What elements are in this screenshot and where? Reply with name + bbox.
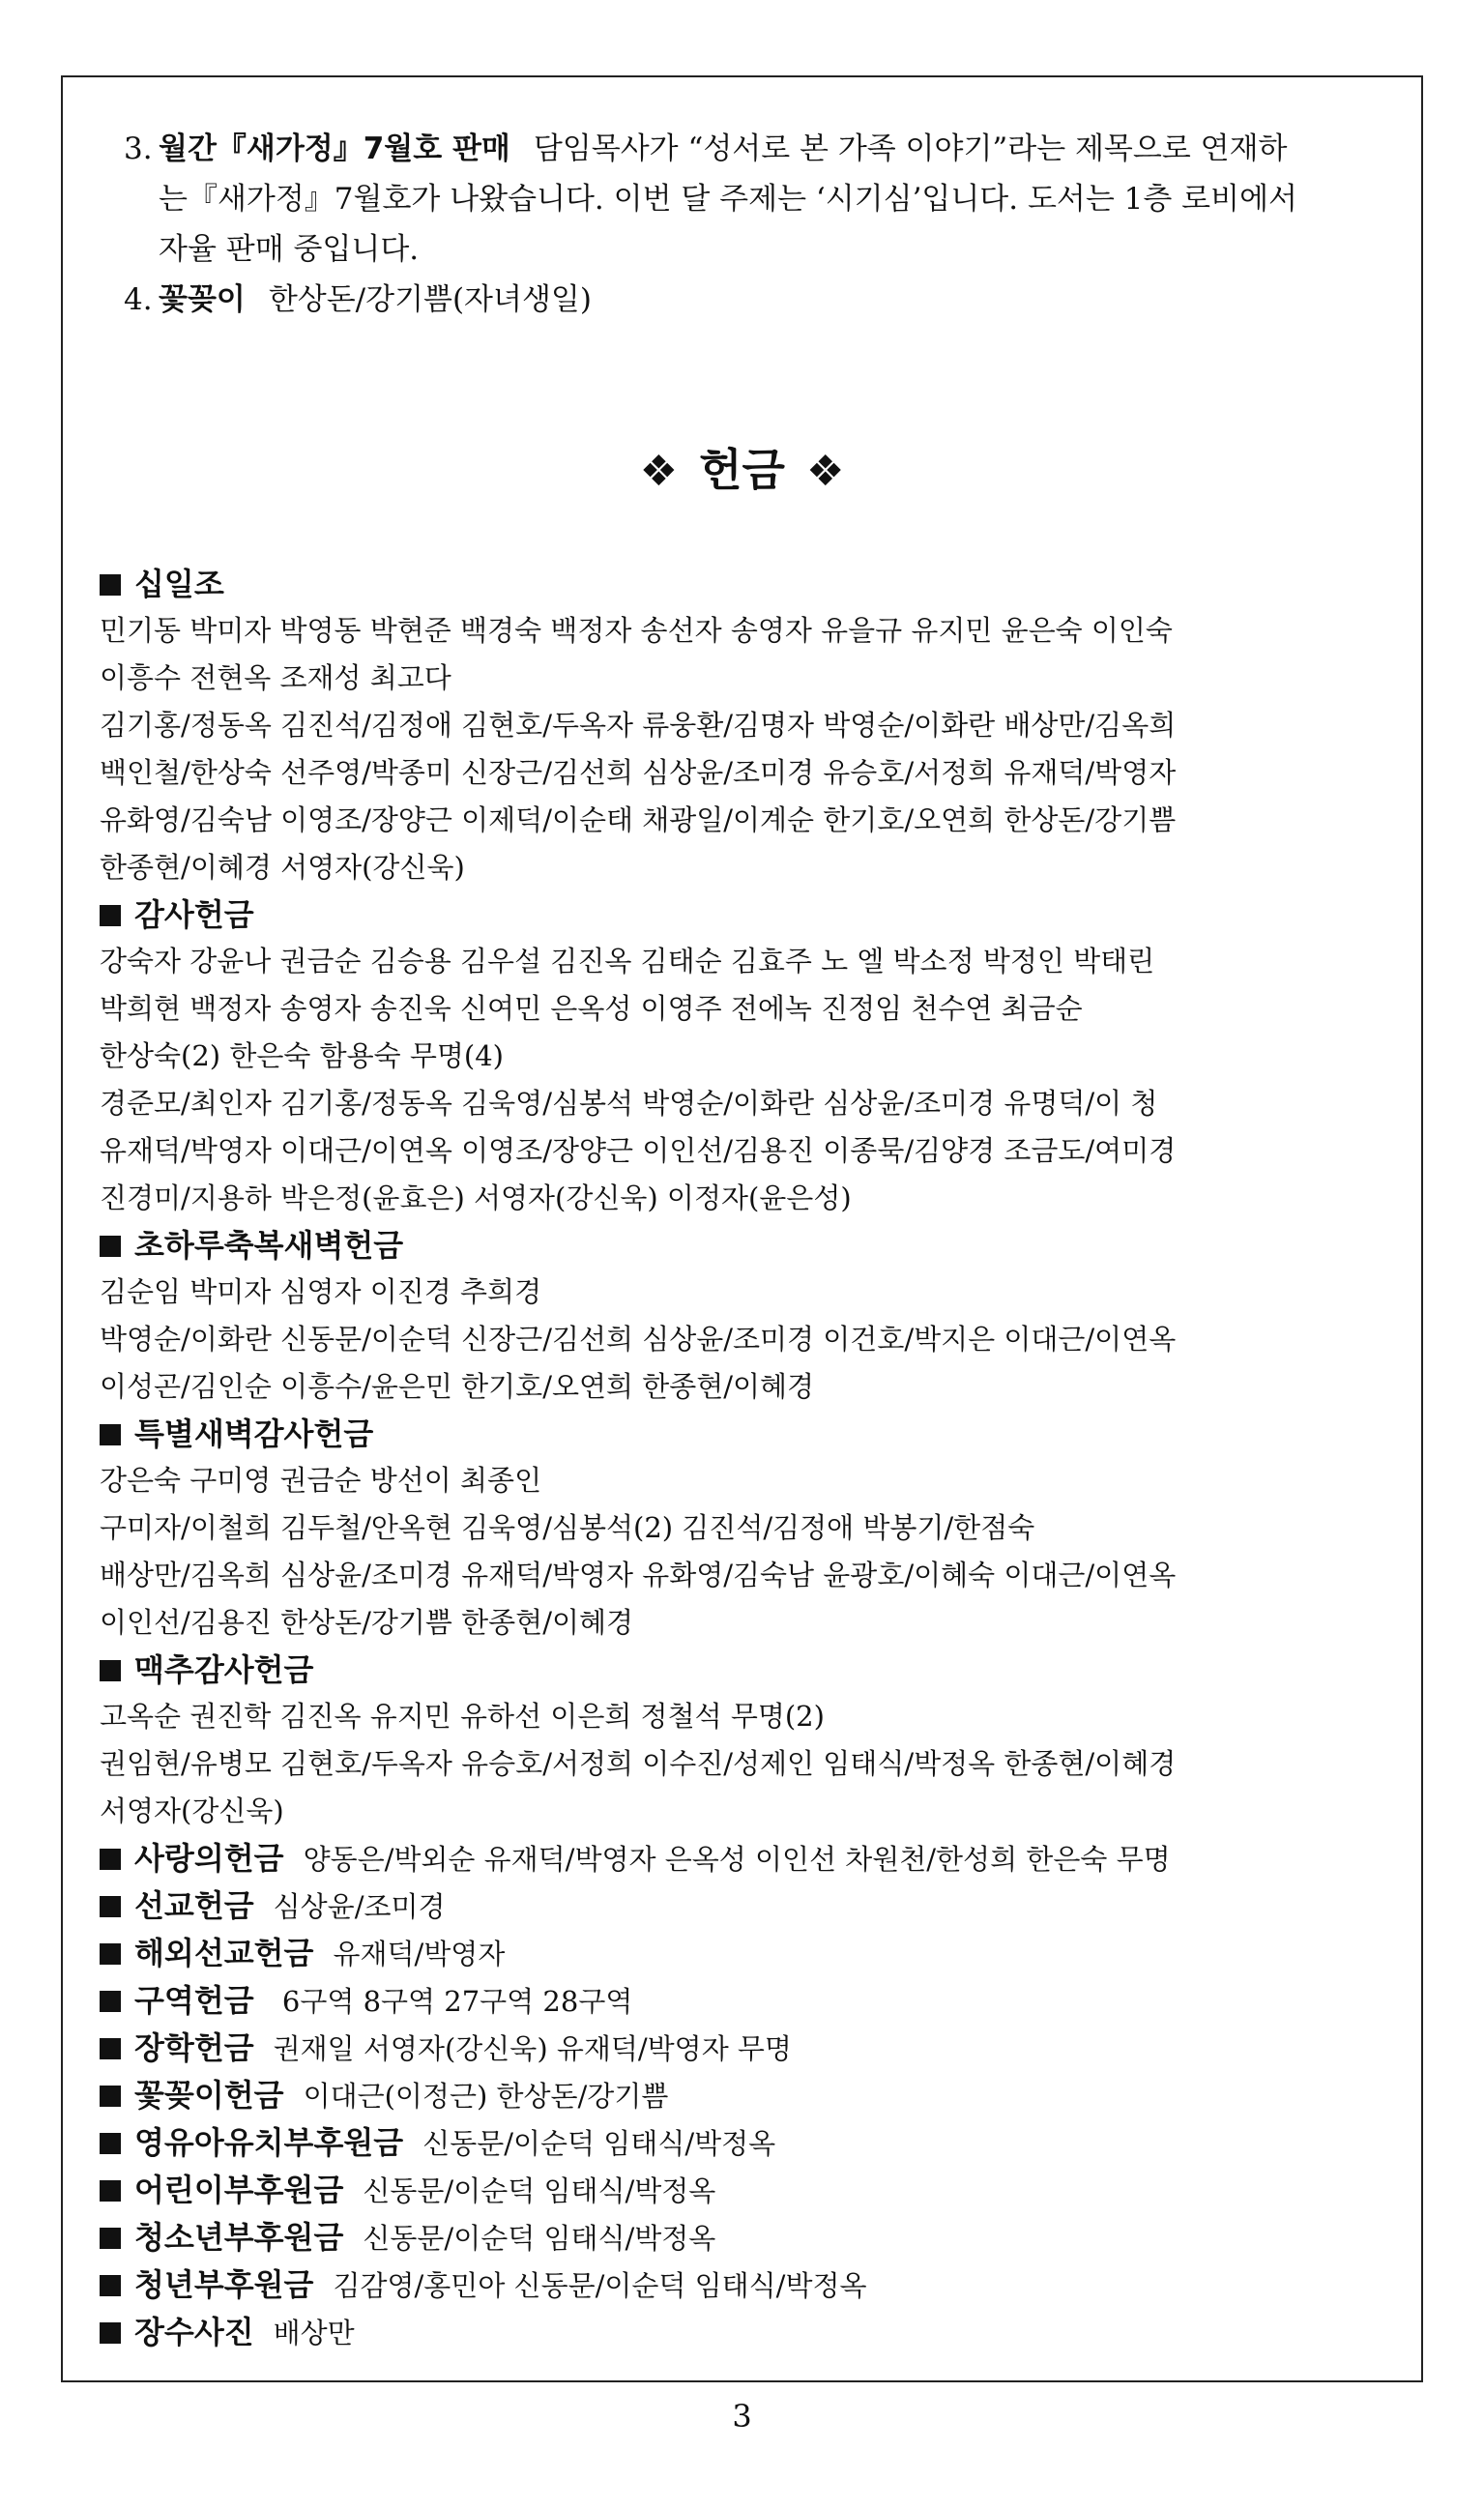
square-bullet-icon [100,1660,121,1681]
page-number: 3 [732,2398,752,2435]
square-bullet-icon [100,2038,121,2059]
offering-names: 신동문/이순덕 임태식/박정옥 [363,2174,716,2207]
offering-names-line: 민기동 박미자 박영동 박현준 백경숙 백정자 송선자 송영자 유을규 유지민 윤은숙 이인숙 [100,614,1173,647]
offering-category-label: 맥추감사헌금 [134,1651,314,1688]
offering-names-line: 백인철/한상숙 선주영/박종미 신장근/김선희 심상윤/조미경 유승호/서정희 유재덕/박영자 [100,756,1177,789]
offering-names: 권재일 서영자(강신욱) 유재덕/박영자 무명 [273,2032,792,2065]
square-bullet-icon [100,2228,121,2249]
offering-names-line: 경준모/최인자 김기홍/정동옥 김욱영/심봉석 박영순/이화란 심상윤/조미경 유명덕/이 청 [100,1087,1158,1120]
offering-category-label: 초하루축복새벽헌금 [134,1227,404,1264]
square-bullet-icon [100,1991,121,2012]
offering-group-first-day-dawn [100,1222,1395,1411]
offering-category-label: 감사헌금 [134,896,254,933]
diamond-icon: ❖ [805,447,845,496]
offering-inline-row [100,1977,1395,2025]
offering-names: 배상만 [273,2317,355,2349]
notice-text: 는『새가정』7월호가 나왔습니다. 이번 달 주제는 ‘시기심’입니다. 도서는 1층 로비에서 [159,182,1297,217]
offering-names-line: 박희현 백정자 송영자 송진욱 신여민 은옥성 이영주 전에녹 진정임 천수연 최금순 [100,992,1083,1025]
offering-names: 6구역 8구역 27구역 28구역 [273,1985,633,2018]
offering-names-line: 강숙자 강윤나 권금순 김승용 김우설 김진옥 김태순 김효주 노 엘 박소정 박정인 박태린 [100,945,1155,977]
offering-group-harvest [100,1647,1395,1835]
offering-inline-row [100,2261,1395,2309]
offering-names-line: 진경미/지용하 박은정(윤효은) 서영자(강신욱) 이정자(윤은성) [100,1182,852,1214]
offering-category-label: 청년부후원금 [134,2266,314,2303]
offering-names-line: 유화영/김숙남 이영조/장양근 이제덕/이순태 채광일/이계순 한기호/오연희 한상돈/강기쁨 [100,803,1177,836]
offering-names: 신동문/이순덕 임태식/박정옥 [363,2222,716,2255]
notice-number: 4. [124,282,153,317]
notice-first-line [124,124,1381,174]
offering-inline-row [100,2119,1395,2167]
offering-names-line: 이성곤/김인순 이흥수/윤은민 한기호/오연희 한종현/이혜경 [100,1370,815,1403]
offering-names-line: 한상숙(2) 한은숙 함용숙 무명(4) [100,1039,504,1072]
offering-names: 신동문/이순덕 임태식/박정옥 [422,2127,776,2160]
offering-names-line: 구미자/이철희 김두철/안옥현 김욱영/심봉석(2) 김진석/김정애 박봉기/한점숙 [100,1511,1035,1544]
offering-category-label: 어린이부후원금 [134,2172,344,2208]
offering-names-line: 김기홍/정동옥 김진석/김정애 김현호/두옥자 류웅환/김명자 박영순/이화란 배상만/김옥희 [100,709,1177,742]
offering-names-line: 강은숙 구미영 권금순 방선이 최종인 [100,1464,542,1497]
notice-heading: 월간『새가정』7월호 판매 [159,131,510,166]
offering-names: 이대근(이정근) 한상돈/강기쁨 [303,2080,669,2113]
offering-names-line: 이인선/김용진 한상돈/강기쁨 한종현/이혜경 [100,1606,634,1639]
offering-category-label: 영유아유치부후원금 [134,2124,404,2161]
offering-inline-row [100,1930,1395,1977]
section-title [63,435,1421,499]
offering-category-title [100,561,1395,607]
offering-category-label: 청소년부후원금 [134,2219,344,2256]
notice-heading: 꽃꽂이 [159,282,246,317]
square-bullet-icon [100,1849,121,1870]
offering-category-title [100,891,1395,938]
square-bullet-icon [100,1236,121,1257]
offering-category-title [100,1222,1395,1269]
offering-category-label: 장수사진 [134,2314,254,2350]
offering-inline-row [100,2072,1395,2119]
square-bullet-icon [100,1943,121,1965]
offering-names-line: 박영순/이화란 신동문/이순덕 신장근/김선희 심상윤/조미경 이건호/박지은 이대근/이연옥 [100,1323,1177,1356]
page-frame [61,75,1423,2382]
square-bullet-icon [100,574,121,596]
offering-category-label: 사랑의헌금 [134,1840,284,1877]
offering-group-tithe [100,561,1395,891]
offering-category-title [100,1647,1395,1693]
section-title-text: 헌금 [699,444,785,496]
square-bullet-icon [100,1424,121,1445]
square-bullet-icon [100,2275,121,2296]
offering-list [100,561,1395,2356]
offering-inline-row [100,2025,1395,2072]
offering-inline-row [100,1882,1395,1930]
square-bullet-icon [100,905,121,926]
offering-category-label: 선교헌금 [134,1887,254,1924]
notice-text: 자율 판매 중입니다. [159,232,420,267]
offering-names-line: 배상만/김옥희 심상윤/조미경 유재덕/박영자 유화영/김숙남 윤광호/이혜숙 이대근/이연옥 [100,1559,1177,1591]
square-bullet-icon [100,2322,121,2344]
notice-item-4 [124,275,1381,325]
notice-number: 3. [124,131,153,166]
offering-group-special-dawn [100,1411,1395,1647]
offering-inline-row [100,1835,1395,1882]
offering-category-label: 꽃꽂이헌금 [134,2077,284,2114]
offering-category-label: 십일조 [134,566,224,602]
offering-group-thanksgiving [100,891,1395,1222]
diamond-icon: ❖ [639,447,679,496]
offering-inline-row [100,2167,1395,2214]
notice-item-3 [124,124,1381,275]
offering-names-line: 서영자(강신욱) [100,1794,284,1827]
offering-names-line: 권임현/유병모 김현호/두옥자 유승호/서정희 이수진/성제인 임태식/박정옥 한종현/이혜경 [100,1747,1177,1780]
square-bullet-icon [100,1896,121,1917]
offering-names: 유재덕/박영자 [333,1938,506,1970]
offering-names-line: 김순임 박미자 심영자 이진경 추희경 [100,1275,542,1308]
offering-names-line: 유재덕/박영자 이대근/이연옥 이영조/장양근 이인선/김용진 이종묵/김양경 조금도/여미경 [100,1134,1177,1167]
offering-names-line: 고옥순 권진학 김진옥 유지민 유하선 이은희 정철석 무명(2) [100,1700,825,1733]
square-bullet-icon [100,2086,121,2107]
offering-category-label: 해외선교헌금 [134,1935,314,1971]
offering-category-label: 구역헌금 [134,1982,254,2019]
square-bullet-icon [100,2180,121,2202]
offering-names: 심상윤/조미경 [273,1890,446,1923]
offering-category-title [100,1411,1395,1457]
offering-names-line: 한종현/이혜경 서영자(강신욱) [100,851,465,884]
offering-category-label: 특별새벽감사헌금 [134,1415,374,1452]
square-bullet-icon [100,2133,121,2154]
offering-names-line: 이흥수 전현옥 조재성 최고다 [100,661,451,694]
offering-category-label: 장학헌금 [134,2029,254,2066]
offering-names: 김감영/홍민아 신동문/이순덕 임태식/박정옥 [333,2269,867,2302]
offering-inline-row [100,2214,1395,2261]
notice-text: 한상돈/강기쁨(자녀생일) [268,282,592,317]
notice-text: 담임목사가 “성서로 본 가족 이야기”라는 제목으로 연재하 [533,131,1288,166]
offering-inline-row [100,2309,1395,2356]
offering-names: 양동은/박외순 유재덕/박영자 은옥성 이인선 차원천/한성희 한은숙 무명 [303,1843,1171,1876]
